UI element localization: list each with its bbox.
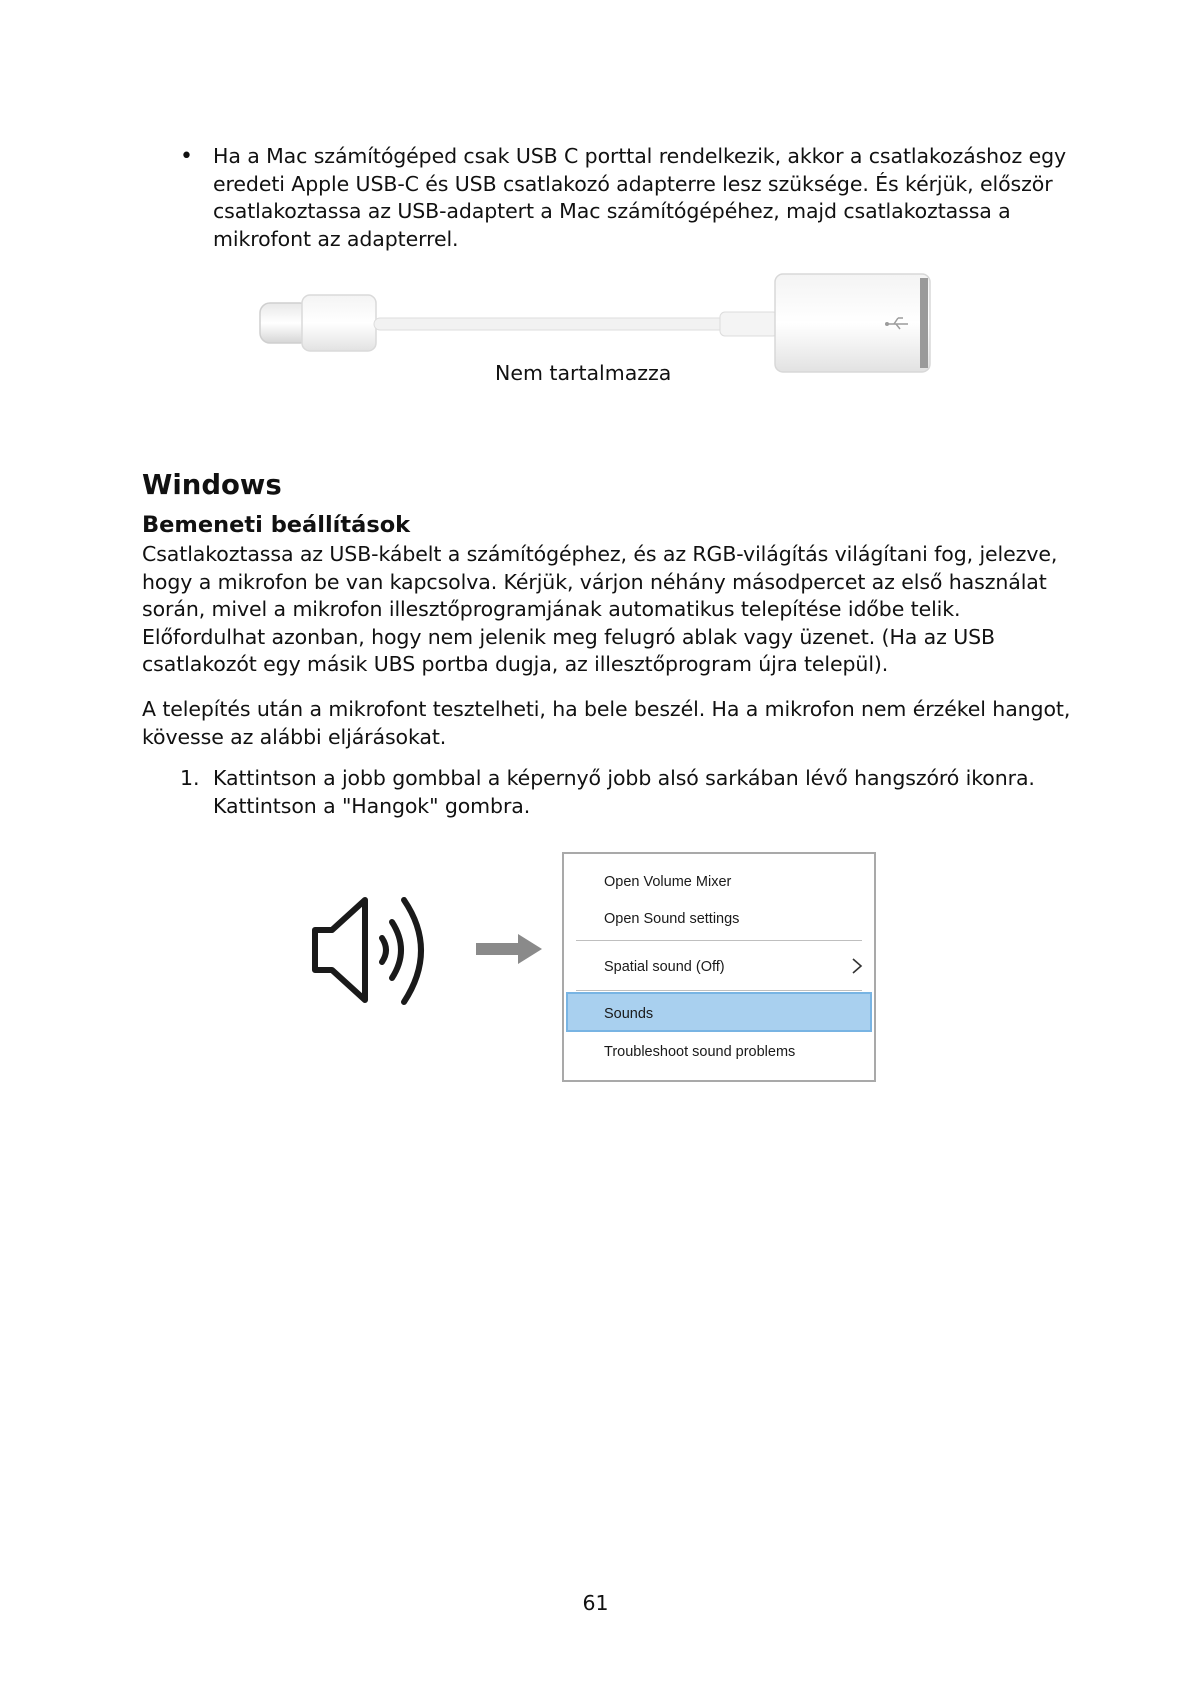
step-1 xyxy=(180,765,1080,820)
page-number: 61 xyxy=(582,1591,609,1615)
step-line: Kattintson a jobb gombbal a képernyő jobb alsó sarkában lévő hangszóró ikonra. xyxy=(213,766,1035,790)
paragraph-line: A telepítés után a mikrofont tesztelheti, ha bele beszél. Ha a mikrofon nem érzékel hangot, xyxy=(142,697,1071,721)
input-settings-heading: Bemeneti beállítások xyxy=(142,512,411,538)
speaker-arrow-illustration xyxy=(310,890,550,1010)
step-number: 1. xyxy=(180,766,200,790)
mac-note-text xyxy=(213,143,1080,253)
connect-paragraph xyxy=(142,541,1092,679)
menu-item-open-volume-mixer[interactable]: Open Volume Mixer xyxy=(604,874,732,890)
mac-note-line: csatlakoztassa az USB-adaptert a Mac számítógépéhez, majd csatlakoztassa a xyxy=(213,199,1011,223)
mac-usb-c-note xyxy=(180,143,1080,253)
speaker-icon xyxy=(315,900,421,1002)
test-paragraph xyxy=(142,696,1092,751)
sound-context-menu xyxy=(562,852,876,1082)
arrow-right-icon xyxy=(476,934,542,964)
menu-divider xyxy=(576,990,862,991)
menu-item-sounds[interactable]: Sounds xyxy=(604,1006,654,1022)
paragraph-line: hogy a mikrofon be van kapcsolva. Kérjük, várjon néhány másodpercet az első használat xyxy=(142,569,1047,594)
chevron-right-icon xyxy=(848,956,866,976)
menu-item-open-sound-settings[interactable]: Open Sound settings xyxy=(604,911,740,927)
menu-divider xyxy=(576,940,862,941)
step-line: Kattintson a "Hangok" gombra. xyxy=(213,793,531,818)
mac-note-line: mikrofont az adapterrel. xyxy=(213,226,459,251)
paragraph-line: kövesse az alábbi eljárásokat. xyxy=(142,724,447,749)
menu-item-spatial-sound[interactable]: Spatial sound (Off) xyxy=(604,959,725,975)
paragraph-line: során, mivel a mikrofon illesztőprogramjának automatikus telepítése időbe telik. xyxy=(142,597,961,621)
paragraph-line: csatlakozót egy másik UBS portba dugja, az illesztőprogram újra települ). xyxy=(142,652,889,676)
adapter-caption: Nem tartalmazza xyxy=(495,361,672,385)
paragraph-line: Előfordulhat azonban, hogy nem jelenik meg felugró ablak vagy üzenet. (Ha az USB xyxy=(142,624,995,649)
paragraph-line: Csatlakoztassa az USB-kábelt a számítógéphez, és az RGB-világítás világítani fog, jelezve, xyxy=(142,542,1058,566)
bullet-dot: • xyxy=(180,144,193,169)
menu-item-troubleshoot-sound[interactable]: Troubleshoot sound problems xyxy=(604,1044,796,1060)
windows-heading: Windows xyxy=(142,469,282,501)
mac-note-line: eredeti Apple USB-C és USB csatlakozó adapterre lesz szüksége. És kérjük, először xyxy=(213,171,1053,196)
mac-note-line: Ha a Mac számítógéped csak USB C porttal rendelkezik, akkor a csatlakozáshoz egy xyxy=(213,144,1067,168)
step-text xyxy=(213,765,1080,820)
